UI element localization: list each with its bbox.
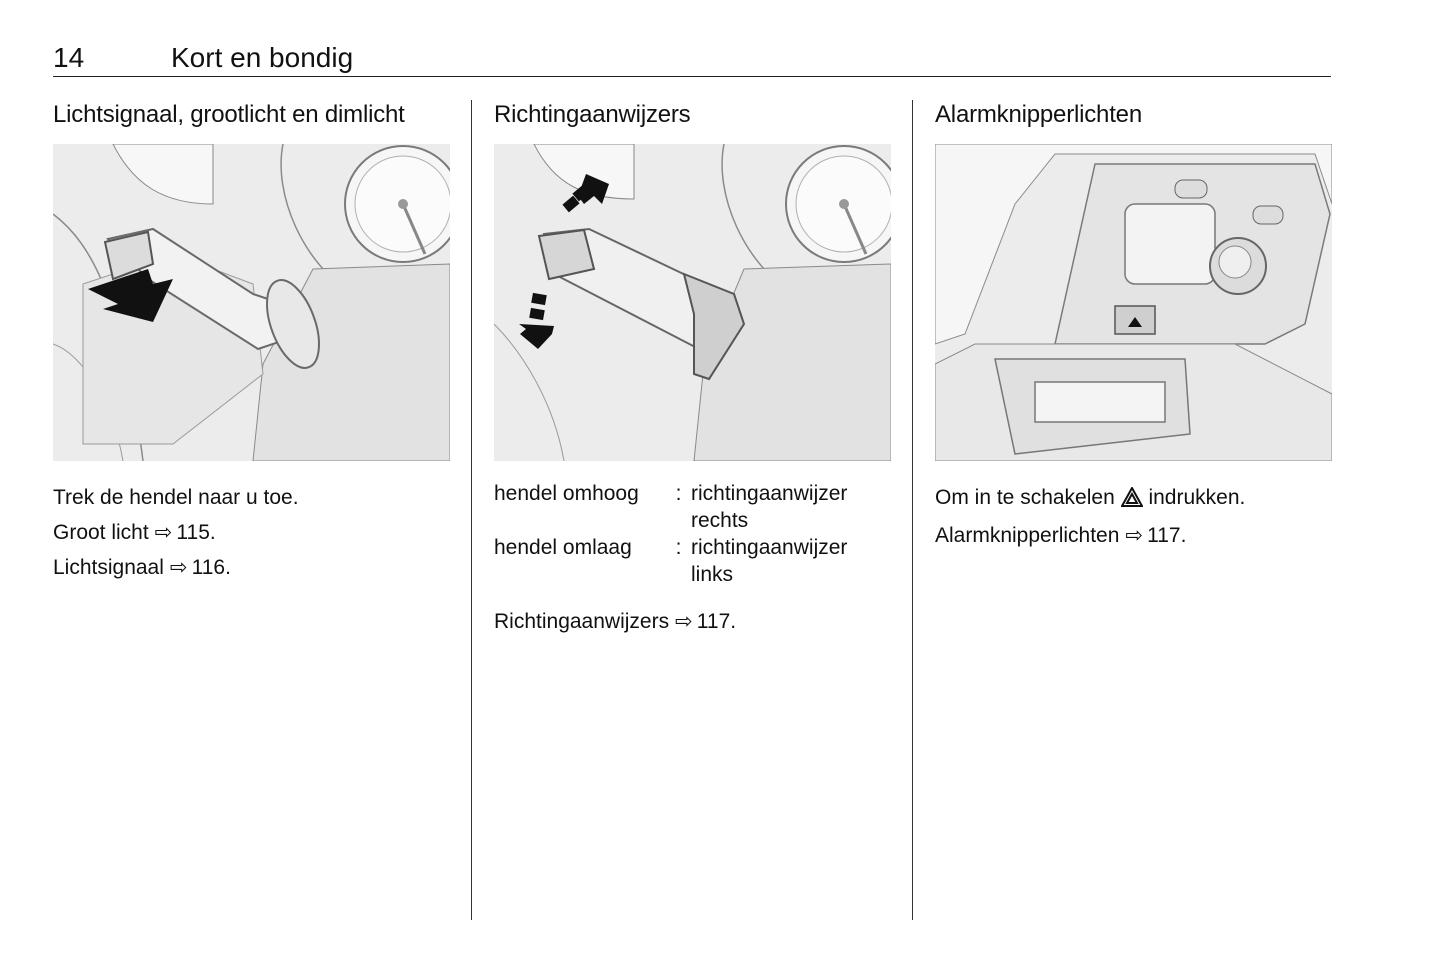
- page-number: 14: [53, 42, 85, 73]
- section-hazard-lights: [935, 98, 1333, 547]
- section-title: Richtingaanwijzers: [494, 101, 691, 128]
- cross-reference[interactable]: Alarmknipperlichten ⇨ 117.: [935, 518, 1333, 553]
- definition-list: [494, 480, 892, 588]
- section-text: [494, 480, 892, 639]
- definition-desc: richtingaanwijzer links: [691, 536, 848, 586]
- page-ref-arrow-icon: ⇨: [1125, 524, 1143, 547]
- section-text: [53, 480, 451, 585]
- page-ref-arrow-icon: ⇨: [674, 610, 693, 633]
- instruction-text: Om in te schakelen indrukken.: [935, 480, 1333, 518]
- section-text: [935, 480, 1333, 553]
- section-title: Lichtsignaal, grootlicht en dimlicht: [53, 101, 405, 128]
- page-ref-arrow-icon: ⇨: [154, 521, 173, 544]
- definition-separator: :: [675, 536, 682, 559]
- page-header: [53, 40, 1331, 77]
- section-turn-signals: [494, 98, 892, 633]
- definition-separator: :: [675, 482, 682, 505]
- cross-reference[interactable]: Groot licht ⇨ 115.: [53, 515, 451, 550]
- section-headlights: [53, 98, 451, 579]
- hazard-switch-illustration: [935, 144, 1332, 461]
- section-title: Alarmknipperlichten: [935, 101, 1142, 128]
- definition-row: [494, 534, 892, 588]
- chapter-title: Kort en bondig: [171, 42, 354, 73]
- column-divider: [912, 100, 913, 920]
- definition-row: [494, 480, 892, 534]
- hazard-warning-icon: [1121, 483, 1143, 518]
- cross-reference[interactable]: Richtingaanwijzers ⇨ 117.: [494, 604, 892, 639]
- column-divider: [471, 100, 472, 920]
- cross-reference[interactable]: Lichtsignaal ⇨ 116.: [53, 550, 451, 585]
- lever-up-down-illustration: [494, 144, 891, 461]
- page-ref-arrow-icon: ⇨: [169, 556, 188, 579]
- instruction-text: Trek de hendel naar u toe.: [53, 486, 299, 509]
- definition-term: hendel omhoog: [494, 482, 639, 505]
- definition-desc: richtingaanwijzer rechts: [691, 482, 848, 532]
- lever-pull-illustration: [53, 144, 450, 461]
- definition-term: hendel omlaag: [494, 536, 632, 559]
